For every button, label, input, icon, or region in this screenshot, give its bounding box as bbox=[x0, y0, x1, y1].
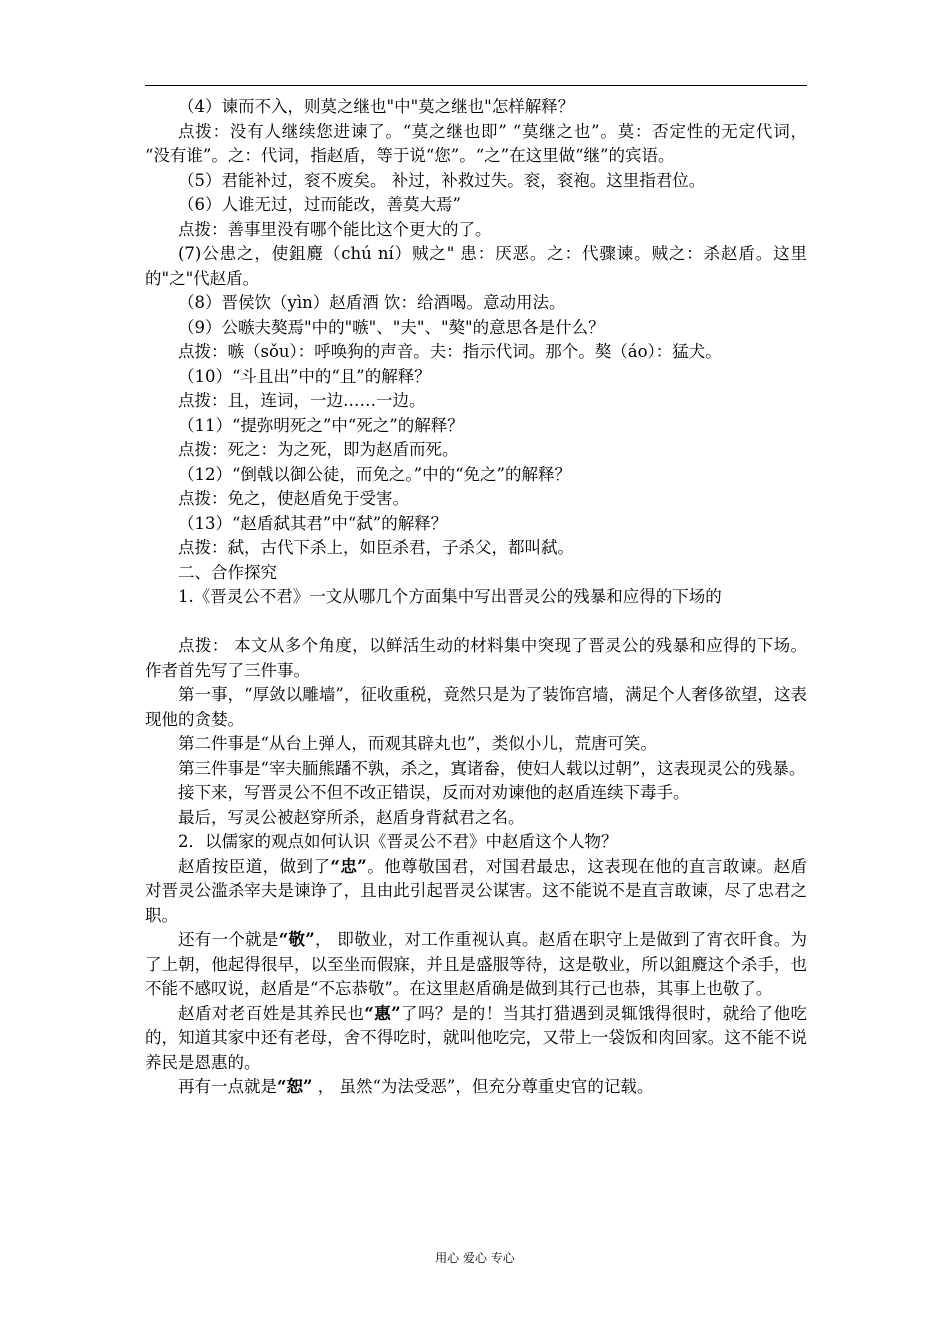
paragraph: （11）“提弥明死之”中“死之”的解释？ bbox=[178, 415, 464, 435]
paragraph: （9）公嗾夫獒焉"中的"嗾"、"夫"、"獒"的意思各是什么？ bbox=[178, 317, 605, 337]
paragraph-jing: 还有一个就是“敬”， 即敬业，对工作重视认真。赵盾在职守上是做到了宵衣旰食。为了上朝，他起得很早，以至坐而假寐，并且是盛服等待，这是敬业，所以鉏麑这个杀手，也不能不感叹说，赵盾是“不忘恭敬”。在这里赵盾确是做到其行己也恭，其事上也敬了。 bbox=[145, 930, 808, 998]
paragraph: （4）谏而不入，则莫之继也"中"莫之继也"怎样解释？ bbox=[178, 97, 575, 116]
paragraph: 最后，写灵公被赵穿所杀，赵盾身背弑君之名。 bbox=[178, 807, 525, 827]
paragraph: 点拨：免之，使赵盾免于受害。 bbox=[178, 489, 409, 508]
paragraph-shu: 再有一点就是“恕” ， 虽然“为法受恶”，但充分尊重史官的记载。 bbox=[178, 1077, 654, 1096]
emphasis-zhong: “忠” bbox=[330, 856, 367, 876]
paragraph: 点拨： 本文从多个角度，以鲜活生动的材料集中突现了晋灵公的残暴和应得的下场。作者首先写了三件事。 bbox=[145, 636, 807, 680]
emphasis-shu: “恕” bbox=[277, 1077, 313, 1096]
paragraph: 第一事，“厚敛以雕墙”，征收重税，竟然只是为了装饰宫墙，满足个人奢侈欲望，这表现他的贪婪。 bbox=[145, 685, 807, 729]
paragraph: （13）“赵盾弑其君”中“弑”的解释？ bbox=[178, 513, 448, 533]
question-heading: 2．以儒家的观点如何认识《晋灵公不君》中赵盾这个人物？ bbox=[178, 832, 618, 851]
paragraph: (7)公患之，使鉏麑（chú ní）贼之" 患：厌恶。之：代骤谏。贼之：杀赵盾。这里的"之"代赵盾。 bbox=[145, 244, 807, 288]
emphasis-jing: “敬” bbox=[278, 930, 315, 949]
paragraph: 点拨：嗾（sǒu）：呼唤狗的声音。夫：指示代词。那个。獒（áo）：猛犬。 bbox=[178, 342, 722, 361]
header-rule bbox=[145, 85, 807, 86]
question-heading: 1.《晋灵公不君》一文从哪几个方面集中写出晋灵公的残暴和应得的下场的 bbox=[178, 587, 722, 606]
paragraph: 点拨：没有人继续您进谏了。“莫之继也即” “莫继之也”。莫：否定性的无定代词， “没有谁”。之：代词，指赵盾，等于说“您”。“之”在这里做“继”的宾语。 bbox=[145, 121, 807, 165]
paragraph: 点拨：弑，古代下杀上，如臣杀君，子杀父，都叫弑。 bbox=[178, 538, 574, 557]
paragraph: （8）晋侯饮（yìn）赵盾酒 饮：给酒喝。意动用法。 bbox=[178, 293, 566, 312]
paragraph: 点拨：且，连词，一边……一边。 bbox=[178, 391, 426, 410]
paragraph: 第二件事是“从台上弹人，而观其辟丸也”，类似小儿，荒唐可笑。 bbox=[178, 734, 657, 753]
paragraph: （10）“斗且出”中的“且”的解释？ bbox=[178, 366, 431, 386]
section-heading: 二、合作探究 bbox=[178, 562, 277, 582]
paragraph: （6）人谁无过，过而能改，善莫大焉” bbox=[178, 195, 461, 214]
paragraph: 点拨：善事里没有哪个能比这个更大的了。 bbox=[178, 219, 492, 239]
paragraph: （5）君能补过，衮不废矣。 补过，补救过失。衮，衮袍。这里指君位。 bbox=[178, 170, 706, 190]
paragraph-hui: 赵盾对老百姓是其养民也“惠”了吗？是的！当其打猎遇到灵辄饿得很时，就给了他吃的，知道其家中还有老母，舍不得吃时，就叫他吃完，又带上一袋饭和肉回家。这不能不说养民是恩惠的。 bbox=[145, 1003, 808, 1072]
document-body bbox=[145, 95, 807, 1100]
paragraph: 点拨：死之：为之死，即为赵盾而死。 bbox=[178, 440, 459, 459]
paragraph: （12）“倒戟以御公徒，而免之。”中的“免之”的解释？ bbox=[178, 464, 571, 484]
page-footer: 用心 爱心 专心 bbox=[435, 1251, 515, 1265]
paragraph-zhong: 赵盾按臣道，做到了“忠”。他尊敬国君，对国君最忠，这表现在他的直言敢谏。赵盾对晋灵公滥杀宰夫是谏诤了，且由此引起晋灵公谋害。这不能说不是直言敢谏，尽了忠君之职。 bbox=[145, 856, 808, 925]
paragraph: 接下来，写晋灵公不但不改正错误，反而对劝谏他的赵盾连续下毒手。 bbox=[178, 783, 690, 802]
paragraph: 第三件事是“宰夫胹熊蹯不孰，杀之，寘诸畚，使妇人载以过朝”，这表现灵公的残暴。 bbox=[178, 758, 806, 778]
emphasis-hui: “惠” bbox=[364, 1003, 401, 1023]
